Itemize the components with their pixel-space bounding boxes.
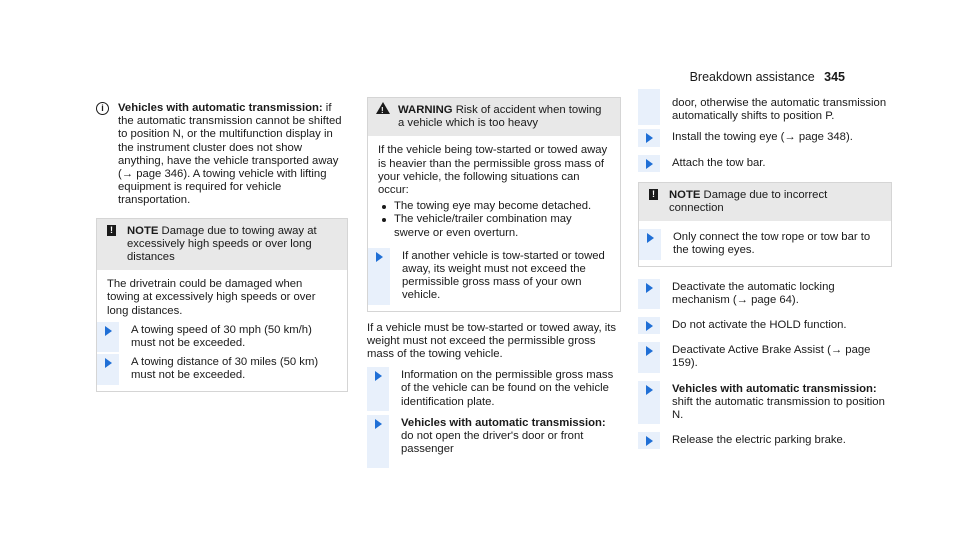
warning-step bbox=[378, 250, 610, 303]
step-text: Do not activate the HOLD function. bbox=[672, 319, 847, 332]
step-text: do not open the driver's door or front passenger bbox=[401, 430, 584, 456]
warning-title: Risk of accident when towing a vehicle which is too heavy bbox=[398, 104, 602, 130]
step-text: Attach the tow bar. bbox=[672, 156, 766, 169]
section-title: Breakdown assistance bbox=[689, 70, 815, 84]
page-header bbox=[690, 70, 845, 84]
step-arrow-icon bbox=[646, 283, 653, 293]
step-text: A towing speed of 30 mph (50 km/h) must not be exceeded. bbox=[131, 323, 312, 350]
step-text: If another vehicle is tow-started or towed away, its weight must not exceed the permissible gross mass of your own vehicle. bbox=[402, 249, 605, 302]
step-text: Only connect the tow rope or tow bar to the towing eyes. bbox=[673, 231, 871, 257]
list-item: The towing eye may become detached. bbox=[378, 200, 610, 213]
step-item bbox=[638, 281, 892, 307]
note-body bbox=[639, 221, 891, 265]
step-continuation bbox=[638, 97, 892, 123]
exclamation-icon: ! bbox=[107, 225, 116, 236]
step-item bbox=[638, 319, 892, 332]
step-arrow-icon bbox=[646, 159, 653, 169]
warning-header bbox=[368, 98, 620, 136]
page-number: 345 bbox=[824, 70, 845, 84]
step-item bbox=[638, 157, 892, 170]
step-lead: Vehicles with automatic transmission: bbox=[401, 416, 606, 429]
step-text: Deactivate Active Brake Assist (→ page 159). bbox=[672, 344, 871, 370]
step-arrow-icon bbox=[646, 436, 653, 446]
note-header bbox=[639, 183, 891, 221]
info-icon: i bbox=[96, 102, 109, 115]
step-text: Information on the permissible gross mass of the vehicle can be found on the vehicle identification plate. bbox=[401, 369, 614, 408]
warning-label: WARNING bbox=[398, 104, 453, 116]
step-arrow-icon bbox=[646, 385, 653, 395]
info-text: if the automatic transmission cannot be shifted to position N, or the multifunction display in the instrument cluster does not show anything, have the vehicle transported away (→ page 346). A towing vehicle with lifting equipment is required for vehicle transportation. bbox=[118, 102, 342, 207]
step-text: door, otherwise the automatic transmission automatically shifts to position P. bbox=[672, 97, 887, 123]
column-2 bbox=[367, 97, 621, 456]
step-arrow-icon bbox=[646, 346, 653, 356]
warning-box bbox=[367, 97, 621, 312]
note-box bbox=[96, 218, 348, 392]
note-label: NOTE bbox=[669, 188, 701, 201]
step-item bbox=[367, 417, 621, 457]
step-item bbox=[638, 131, 892, 144]
step-text: Deactivate the automatic locking mechanism (→ page 64). bbox=[672, 280, 835, 306]
info-paragraph bbox=[96, 102, 348, 208]
step-arrow-icon bbox=[646, 321, 653, 331]
step-arrow-icon bbox=[647, 233, 654, 243]
column-3 bbox=[638, 97, 892, 447]
warning-triangle-icon: ! bbox=[376, 102, 390, 114]
step-arrow-icon bbox=[375, 371, 382, 381]
step-item bbox=[367, 369, 621, 409]
note-box bbox=[638, 182, 892, 267]
warning-text: If the vehicle being tow-started or towed away is heavier than the permissible gross mass of your vehicle, the following situations can occur: bbox=[378, 144, 608, 197]
step-arrow-icon bbox=[375, 419, 382, 429]
note-body bbox=[97, 270, 347, 390]
note-label: NOTE bbox=[127, 224, 159, 237]
note-title: Damage due to incorrect connection bbox=[669, 188, 828, 215]
warning-body bbox=[368, 136, 620, 310]
note-title: Damage due to towing away at excessively high speeds or over long distances bbox=[127, 224, 317, 264]
note-step bbox=[107, 356, 337, 382]
note-header bbox=[97, 219, 347, 271]
step-item bbox=[638, 383, 892, 423]
step-lead: Vehicles with automatic transmission: bbox=[672, 382, 877, 395]
info-lead: Vehicles with automatic transmission: bbox=[118, 102, 323, 114]
note-step bbox=[107, 324, 337, 350]
step-text: Release the electric parking brake. bbox=[672, 434, 846, 447]
step-arrow-icon bbox=[376, 252, 383, 262]
exclamation-icon: ! bbox=[649, 189, 658, 200]
column-1 bbox=[96, 102, 348, 392]
list-item: The vehicle/trailer combination may swerve or even overturn. bbox=[378, 213, 610, 239]
step-arrow-icon bbox=[105, 326, 112, 336]
step-text: Install the towing eye (→ page 348). bbox=[672, 131, 853, 144]
step-arrow-icon bbox=[646, 133, 653, 143]
step-arrow-icon bbox=[105, 358, 112, 368]
step-text: A towing distance of 30 miles (50 km) must not be exceeded. bbox=[131, 356, 319, 382]
step-item bbox=[638, 344, 892, 370]
note-step bbox=[649, 231, 881, 257]
step-item bbox=[638, 434, 892, 447]
step-text: shift the automatic transmission to position N. bbox=[672, 395, 885, 422]
note-text: The drivetrain could be damaged when towing at excessively high speeds or over long distances. bbox=[107, 278, 316, 317]
body-paragraph: If a vehicle must be tow-started or towed away, its weight must not exceed the permissible gross mass of the towing vehicle. bbox=[367, 321, 617, 361]
